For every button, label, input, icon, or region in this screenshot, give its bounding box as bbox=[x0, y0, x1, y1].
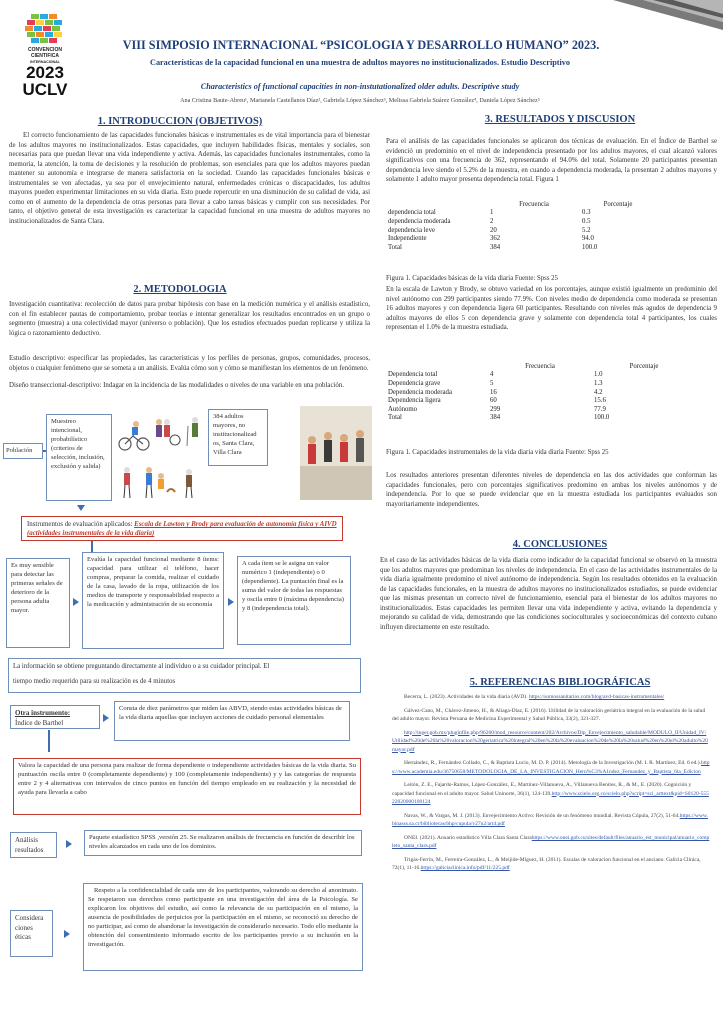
table-header-cell: Porcentaje bbox=[629, 362, 659, 370]
table-cell: Autónomo bbox=[388, 405, 418, 413]
reference-link[interactable]: https://www.academia.edu/36750658/METODOLOGIA_DE_LA_INVESTIGACION_Hern%C3%A1ndez_Fernandez_y_Baptista_6ta_Edicion bbox=[392, 760, 710, 775]
etica-text-box: Respeto a la confidencialidad de cada uno de los participantes, valorando su derecho al anonimato. Se respetaron sus derechos como participante en una investigación del área de la Psicología. Se explicaron los objetivos del estudio, así como la relevancia de su participación en el mismo, la ausencia de posibilidades de perjuicios por la participación en el mismo, se reconoció su derecho de no participar, así como de abandonar la investigación de considerarlo necesario. Todo ello mediante la obtención del consentimiento informado escrito de los participantes previo a su inclusión en la investigación. bbox=[83, 883, 363, 971]
etica-label-box: Considera ciones éticas bbox=[10, 910, 53, 957]
table-cell: Total bbox=[388, 243, 402, 251]
conclusions-title: 4. CONCLUSIONES bbox=[512, 539, 608, 550]
method-p3: Diseño transeccional-descriptivo: Indagar en la incidencia de las modalidades o niveles de una variable en una población. bbox=[9, 382, 345, 389]
logo-org: UCLV bbox=[22, 79, 68, 99]
table-header-row bbox=[386, 200, 656, 209]
table-cell: Total bbox=[388, 414, 402, 422]
table-cell: Dependencia grave bbox=[388, 379, 441, 387]
otro-label: Otra instrumento: bbox=[15, 709, 71, 717]
table-instrumental bbox=[386, 362, 696, 422]
instrumentos-box bbox=[21, 516, 343, 541]
poster-subtitle-en: Characteristics of functional capacities in non-instutationalized older adults. Descriptive study bbox=[200, 82, 520, 91]
analisis-label-box: Análisis resultados bbox=[10, 832, 57, 858]
reference-text: Gálvez-Cano, M., Chávez-Jimeno, H., & Aliaga-Díaz, E. (2016). Utilidad de la valoración geriátrica integral en la evaluación de la salud del adulto mayor. Revista Peruana de Medicina Experimental y Salud Pública, 33(2), 321-327. bbox=[392, 707, 706, 723]
table-row bbox=[386, 209, 656, 218]
muestreo-box: Muestreo intencional, probabilístico (criterios de selección, inclusión, exclusión y salida) bbox=[46, 414, 112, 501]
reference-item bbox=[380, 707, 710, 724]
table-cell: 0.5 bbox=[582, 217, 591, 225]
arrow-right-icon bbox=[73, 598, 79, 606]
results-p1: Para el análisis de las capacidades funcionales se aplicaron dos técnicas de evaluación. En el Índice de Barthel se evidenció un predominio en el nivel de independencia presentado por los adultos mayores, el cual alcanzó valores significativos con una frecuencia de 362, representando el 94.0% del total. Solamente 20 participantes presentan dependencia leve siendo el 5.2% de la muestra, en cuando a dependencia moderada, la presentan 2 adultos mayores y solamente 1 adulto mayor presenta dependencia total. Figura 1 bbox=[386, 138, 717, 184]
table-row bbox=[386, 226, 656, 235]
arrow-right-icon bbox=[103, 714, 109, 722]
reference-item bbox=[380, 856, 710, 873]
reference-item bbox=[380, 781, 710, 807]
table-cell: dependencia total bbox=[388, 209, 436, 217]
reference-text: Becerra, L. (2023). Actividades de la vida diaria (AVD). bbox=[404, 694, 529, 700]
table-instrumental-caption: Figura 1. Capacidades instrumentales de la vida diaria vida diaria Fuente: Spss 25 bbox=[386, 449, 609, 456]
logo-year: 2023 bbox=[26, 62, 64, 82]
table-cell: 4 bbox=[490, 371, 494, 379]
table-header-cell: Porcentaje bbox=[603, 200, 633, 208]
logo-line3: INTERNACIONAL bbox=[30, 59, 60, 64]
reference-text: ONEI. (2021). Anuario estadístico Villa Clara Santa Clara bbox=[404, 834, 532, 841]
table-header-cell: Frecuencia bbox=[519, 200, 549, 208]
group-photo-icon bbox=[300, 406, 372, 500]
reference-link[interactable]: https://www.onei.gob.cu/sites/default/files/anuario_est_municipal/anuario_completo_santa_clara.pdf bbox=[392, 834, 710, 850]
table-basic bbox=[386, 200, 656, 252]
otro-value: Índice de Barthel bbox=[15, 718, 64, 727]
table-cell: 2 bbox=[490, 217, 494, 225]
logo bbox=[16, 14, 74, 104]
poster-title: VIII SIMPOSIO INTERNACIONAL “PSICOLOGIA Y DESARROLLO HUMANO” 2023. bbox=[122, 38, 600, 52]
lawton-left-box: Es muy sensible para detectar las primeras señales de deterioro de la persona adulta mayor. bbox=[6, 558, 70, 648]
table-row bbox=[386, 371, 696, 380]
table-cell: 60 bbox=[490, 397, 497, 405]
reference-text: Leitón, Z. E., Fajardo-Ramos, López-González, E., Martínez-Villanueva, A., Villanueva Benites, R., & M., E. (2020). Cognición y capacidad funcional en el adulto mayor. Salud Uninorte, 36(1), 124-139. bbox=[392, 782, 692, 797]
barthel-val-box: Valora la capacidad de una persona para realizar de forma dependiente o independiente actividades básicas de la vida diaria. Su puntuación oscila entre 0 (completamente dependiente) y 100 (completamente independiente) y y las categorías de respuesta entre 2 y 4 alternativas con intervalos de cinco puntos en función del tiempo empleado en su realización y la necesidad de ayuda para llevarla a cabo bbox=[13, 758, 361, 815]
table-cell: dependencia moderada bbox=[388, 217, 451, 225]
table-row bbox=[386, 217, 656, 226]
info-line2: tiempo medio requerido para su realización es de 4 minutos bbox=[13, 677, 176, 685]
table-cell: Dependencia moderada bbox=[388, 388, 452, 396]
elderly-people-icon bbox=[115, 412, 207, 506]
reference-item bbox=[380, 834, 710, 851]
muestra-box: 384 adultos mayores, no institucionalizad os, Santa Clara, Villa Clara bbox=[208, 409, 268, 466]
arrow-down-icon bbox=[77, 505, 85, 511]
table-header-cell bbox=[386, 200, 488, 209]
intro-title: 1. INTRODUCCION (OBJETIVOS) bbox=[97, 116, 263, 127]
arrow-right-icon bbox=[66, 840, 72, 848]
method-p1: Investigación cuantitativa: recolección de datos para probar hipótesis con base en la medición numérica y el análisis estadístico, con el fin establecer pautas de comportamiento, probar teorías e intentar generalizar los resultados encontrados en un grupo o segmento (muestra) a una colectividad mayor (universo o población). Que los estudios efectuados puedan replicarse y utiliza la lógica o razonamiento deductivo. bbox=[9, 301, 370, 337]
arrow-right-icon bbox=[64, 930, 70, 938]
reference-text: Trigás-Ferrín, M., Ferreira-González, L., & Meijide-Míguez, H. (2011). Escalas de valoracion funcional en el anciano. Galicia Clínica, 72(1), 11-16. bbox=[392, 856, 701, 872]
table-cell: 1.3 bbox=[594, 379, 603, 387]
references-title: 5. REFERENCIAS BIBLIOGRÁFICAS bbox=[469, 677, 651, 688]
table-cell: 5.2 bbox=[582, 226, 591, 234]
method-p2: Estudio descriptivo: especificar las propiedades, las características y los perfiles de personas, grupos, comunidades, procesos, objetos o cualquier fenómeno que se someta a un análisis. Evalúa cómo son y cómo se manifiestan los elementos de un fenómeno. bbox=[9, 355, 370, 372]
table-header-cell bbox=[386, 362, 488, 371]
table-cell: 384 bbox=[490, 414, 501, 422]
table-cell: 15.6 bbox=[594, 397, 606, 405]
reference-link[interactable]: https://www.binasss.sa.cr/bibliotecas/bhp/cupula/v27n2/art4.pdf bbox=[392, 812, 708, 828]
reference-link[interactable]: http://www.scielo.org.co/scielo.php?script=sci_arttext&pid=S0120-55522020000100124 bbox=[392, 790, 709, 806]
table-row bbox=[386, 388, 696, 397]
method-title: 2. METODOLOGIA bbox=[133, 284, 227, 295]
table-cell: Independiente bbox=[388, 235, 427, 243]
table-row bbox=[386, 405, 696, 414]
reference-item bbox=[380, 729, 710, 755]
info-line1: La información se obtiene preguntando directamente al individuo o a su cuidador principal. El bbox=[13, 663, 270, 670]
instrumentos-value: Escala de Lawton y Brody para evaluación de autonomía física y AIVD (actividades instrumentales de la vida diaria) bbox=[27, 521, 337, 538]
table-row bbox=[386, 243, 656, 252]
instrumentos-label: Instrumentos de evaluación aplicados: bbox=[27, 521, 135, 528]
logo-line1: CONVENCION bbox=[28, 47, 62, 53]
table-row bbox=[386, 379, 696, 388]
reference-item bbox=[380, 759, 710, 776]
reference-text: Navas, W., & Vargas, M. J. (2013). Envejecimiento Activo: Revisión de un fenómeno mundial. Revista Cúpula, 27(2), 51-64. bbox=[404, 812, 680, 819]
lawton-right-box: A cada ítem se le asigna un valor numérico 1 (independiente) o 0 (dependiente). La puntación final es la suma del valor de todas las respuestas y oscila entre 0 (máxima dependencia) y 8 (independencia total). bbox=[237, 556, 351, 645]
table-cell: 77.9 bbox=[594, 405, 606, 413]
table-cell: 5 bbox=[490, 379, 494, 387]
reference-link[interactable]: https://galiciaclinica.info/pdf/11/225.pdf bbox=[420, 865, 510, 872]
info-box bbox=[8, 658, 361, 693]
arrow-right-icon bbox=[228, 598, 234, 606]
table-basic-caption: Figura 1. Capacidades básicas de la vida diaria Fuente: Spss 25 bbox=[386, 275, 558, 282]
table-header-cell: Frecuencia bbox=[525, 362, 555, 370]
otro-box bbox=[10, 705, 100, 729]
barthel-desc-box: Consta de diez parámetros que miden las ABVD, siendo estas actividades básicas de la vida diaria aquellas que incluyen acciones de cuidado personal elementales bbox=[114, 701, 350, 741]
elderly-illustration bbox=[115, 412, 207, 506]
table-cell: 1 bbox=[490, 209, 494, 217]
table-cell: 20 bbox=[490, 226, 497, 234]
analisis-text-box: Paquete estadístico SPSS ,versión 25. Se realizaron análisis de frecuencia en función de describir los niveles alcanzados en cada uno de los dominios. bbox=[84, 830, 362, 856]
table-row bbox=[386, 396, 696, 405]
table-header-row bbox=[386, 362, 696, 371]
poster-authors: Ana Cristina Baute-Abreu¹, Marianela Castellanos Díaz², Gabriela López Sánchez³, Melissa Gabriela Suárez González⁴, Daniela López Sánchez⁵ bbox=[180, 97, 540, 104]
lawton-mid-box: Evalúa la capacidad funcional mediante 8 ítems: capacidad para utilizar el teléfono, hacer compras, preparar la comida, realizar el cuidado de la casa, lavado de la ropa, utilización de los medios de transporte y responsabilidad respecto a la medicación y administración de su economía bbox=[82, 552, 224, 649]
table-cell: 16 bbox=[490, 388, 497, 396]
table-cell: Dependencia total bbox=[388, 371, 438, 379]
reference-item bbox=[380, 812, 710, 829]
logo-mosaic-icon bbox=[25, 14, 65, 48]
intro-text: El correcto funcionamiento de las capacidades funcionales básicas e instrumentales es de vital importancia para el bienestar de los adultos mayores no institucionalizados. Estas capacidades, que incluyen habilidades físicas, mentales y sociales, son necesarias para que puedan llevar una vida independiente y activa. Además, las capacidades funcionales instrumentales, como la memoria, la atención, la toma de decisiones y la resolución de problemas, son esenciales para que los adultos mayores puedan mantener su autonomía e integrarse de manera satisfactoria en la sociedad. Cuando las capacidades funcionales básicas e instrumentales se ven afectadas, ya sea por el envejecimiento natural, enfermedades crónicas o discapacidades, los adultos mayores pueden experimentar limitaciones en su vida diaria. Esto puede repercutir en una disminución de su calidad de vida, así como en el aumento de la dependencia de otras personas para llevar a cabo tareas básicas y cumplir con sus necesidades. Por tanto, el objetivo general de esta investigación es caracterizar la capacidad funcional en una muestra de adultos mayores no institucionalizados de Santa Clara. bbox=[9, 132, 370, 225]
table-cell: 0.3 bbox=[582, 209, 591, 217]
group-photo bbox=[300, 406, 372, 500]
reference-link[interactable]: http://inger.gob.mx/pluginfile.php/96260/mod_resource/content/202/Archivos/Dip_Envejecimiento_saludable/MODULO_II/Unidad_IV/Utilidad%20de%20la%20valoracion%20geriatrica%20integral%20en%20la%20evaluacion%20de%20la%20salud%20en%20el%20adulto%20mayor.pdf bbox=[392, 729, 708, 753]
table-cell: 100.0 bbox=[594, 414, 610, 422]
conclusions-text: En el caso de las actividades básicas de la vida diaria como indicador de la capacidad funcional se observó en la muestra que los adultos mayores que predominan los niveles de independencia. En el caso de las actividades instrumentales de la vida diaria igualmente predomino el nivel autónomo de independencia. Según los resultados obtenidos en la evaluación de las capacidades funcionales, en la muestra de adultos mayores no institucionalizados estudiados, se puede evidenciar que las mismas presentan un correcto nivel de funcionamiento, esencial para el bienestar de los adultos mayores no institucionalizados. Estas capacidades les permiten llevar una vida independiente y activa, evitando la dependencia y mejorando su calidad de vida, demostrando que las condiciones socioculturales y socioeconómicas del contexto cubano influyen directamente en este resultado. bbox=[380, 557, 717, 631]
table-cell: 299 bbox=[490, 405, 501, 413]
table-row bbox=[386, 414, 696, 423]
corner-decoration bbox=[613, 0, 723, 40]
results-title: 3. RESULTADOS Y DISCUSION bbox=[484, 114, 636, 125]
table-cell: 1.0 bbox=[594, 371, 603, 379]
reference-link[interactable]: https://somossanitarios.com/blog/avd-basicas-instrumentales/ bbox=[528, 694, 665, 700]
table-row bbox=[386, 234, 656, 243]
logo-line2: CIENTIFICA bbox=[30, 52, 60, 59]
poblacion-box: Población bbox=[3, 443, 43, 459]
poster-subtitle-es: Características de la capacidad funcional en una muestra de adultos mayores no institucionalizados. Estudio Descriptivo bbox=[150, 58, 570, 67]
table-cell: Dependencia ligera bbox=[388, 397, 441, 405]
table-cell: 94.0 bbox=[582, 235, 594, 243]
table-cell: dependencia leve bbox=[388, 226, 435, 234]
results-p3: Los resultados anteriores presentan diferentes niveles de dependencia en las dos actividades que conforman las capacidades funcionales, pero con porcentajes significativos predomino en ambas los niveles autónomos y de independencia. Por lo que se puede evidenciar que en la muestra estudiada los participantes evaluados son mayoritariamente independientes. bbox=[386, 472, 717, 508]
table-cell: 384 bbox=[490, 243, 501, 251]
table-cell: 362 bbox=[490, 235, 501, 243]
table-cell: 4.2 bbox=[594, 388, 603, 396]
table-cell: 100.0 bbox=[582, 243, 598, 251]
results-p2: En la escala de Lawton y Brody, se obtuvo variedad en los porcentajes, aunque existió igualmente un predominio del nivel autónomo con 299 participantes siendo 77.9%. Con niveles medio de dependencia como moderada se presentan 16 adultos mayores y con dependencia ligera 60 participantes. Resultando con niveles más agudos de dependencia 9 adultos mayores de ellos 5 con dependencia grave y solamente con dependencia total 4 participantes, los cuales representan el 1.0% de la muestra estudiada. bbox=[386, 286, 717, 332]
flow-line bbox=[48, 730, 50, 752]
reference-item bbox=[380, 693, 710, 702]
references-list bbox=[380, 693, 710, 878]
reference-text: Hernández, R., Fernández Collado, C., & Baptista Lucio, M. D. P. (2014). Metología de la Investigación (M. I. R. Martínez, Ed. 6 ed.). bbox=[404, 760, 701, 767]
